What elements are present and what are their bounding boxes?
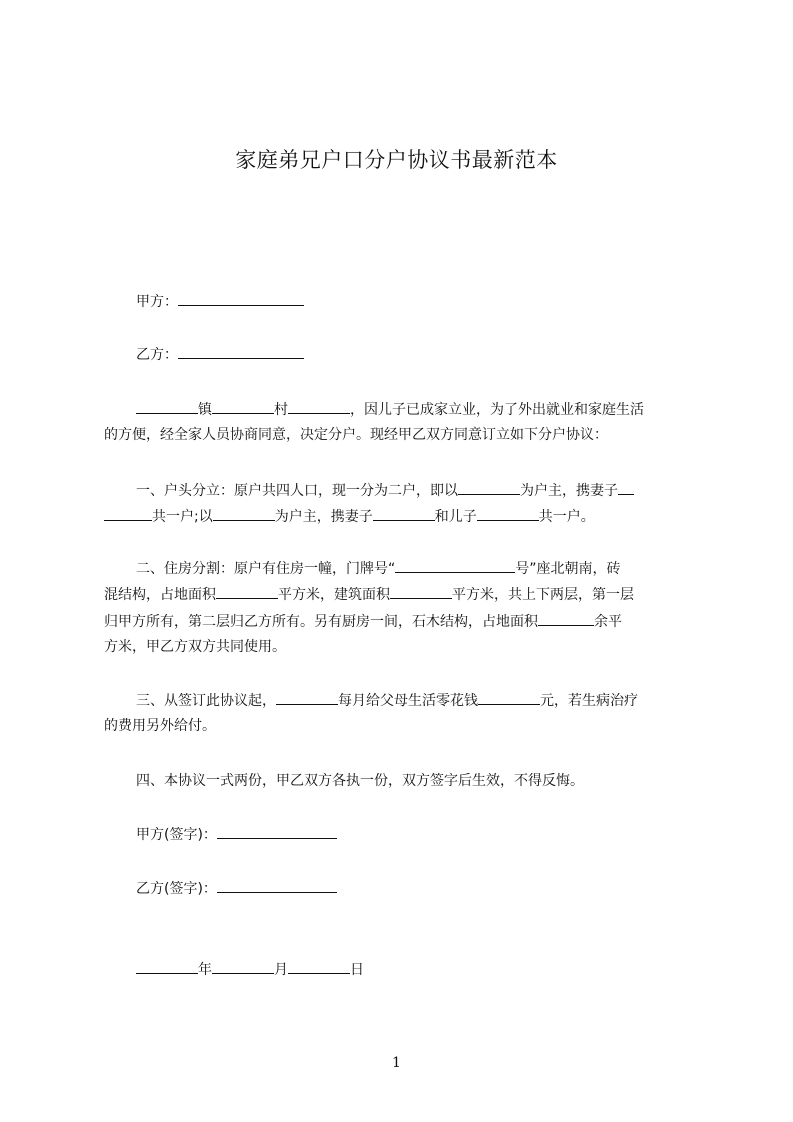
paragraph-3-line-1: 二、住房分割：原户有住房一幢，门牌号“ 号”座北朝南，砖 [136,557,736,580]
signature-a-line: 甲方(签字)： [136,823,736,846]
paragraph-3-line-4: 方米，甲乙方双方共同使用。 [104,639,286,655]
paragraph-2-line-1: 一、户头分立：原户共四人口，现一分为二户，即以 为户主，携妻子 [136,479,736,502]
village-blank[interactable] [212,398,274,414]
day-blank[interactable] [288,958,350,974]
party-b-line: 乙方： [136,343,736,366]
paragraph-4-line-2: 的费用另外给付。 [104,718,216,734]
town-blank[interactable] [136,398,198,414]
house-number-blank[interactable] [395,557,515,573]
building-area-blank[interactable] [390,583,452,599]
page-number: 1 [392,1055,401,1071]
paragraph-1-line-1: 镇 村 ，因儿子已成家立业，为了外出就业和家庭生活 [136,398,736,421]
party-a-blank[interactable] [178,290,304,306]
householder-a-blank[interactable] [458,479,520,495]
paragraph-3-line-3: 归甲方所有，第二层归乙方所有。另有厨房一间，石木结构，占地面积 余平 [104,610,704,633]
payer-blank[interactable] [276,689,338,705]
signature-b-blank[interactable] [217,877,337,893]
document-title: 家庭弟兄户口分户协议书最新范本 [235,148,558,172]
wife-a-blank-start[interactable] [618,479,634,495]
year-blank[interactable] [136,958,198,974]
paragraph-2-line-2: 共一户;以 为户主，携妻子 和儿子 共一户。 [104,505,704,528]
kitchen-area-blank[interactable] [538,610,594,626]
party-b-blank[interactable] [178,343,304,359]
month-blank[interactable] [212,958,274,974]
paragraph-3-line-2: 混结构，占地面积 平方米，建筑面积 平方米，共上下两层，第一层 [104,583,704,606]
allowance-amount-blank[interactable] [478,689,540,705]
paragraph-1-line-2: 的方便，经全家人员协商同意，决定分户。现经甲乙双方同意订立如下分户协议： [104,427,608,443]
party-a-line: 甲方： [136,290,736,313]
paragraph-4-line-1: 三、从签订此协议起， 每月给父母生活零花钱 元，若生病治疗 [136,689,736,712]
wife-a-blank-end[interactable] [104,505,152,521]
land-area-blank[interactable] [216,583,278,599]
signature-b-line: 乙方(签字)： [136,877,736,900]
date-line: 年 月 日 [136,958,736,981]
householder-b-blank[interactable] [213,505,275,521]
son-b-blank[interactable] [477,505,539,521]
group-blank[interactable] [288,398,350,414]
paragraph-5: 四、本协议一式两份，甲乙双方各执一份，双方签字后生效，不得反悔。 [136,773,584,789]
wife-b-blank[interactable] [373,505,435,521]
signature-a-blank[interactable] [217,823,337,839]
